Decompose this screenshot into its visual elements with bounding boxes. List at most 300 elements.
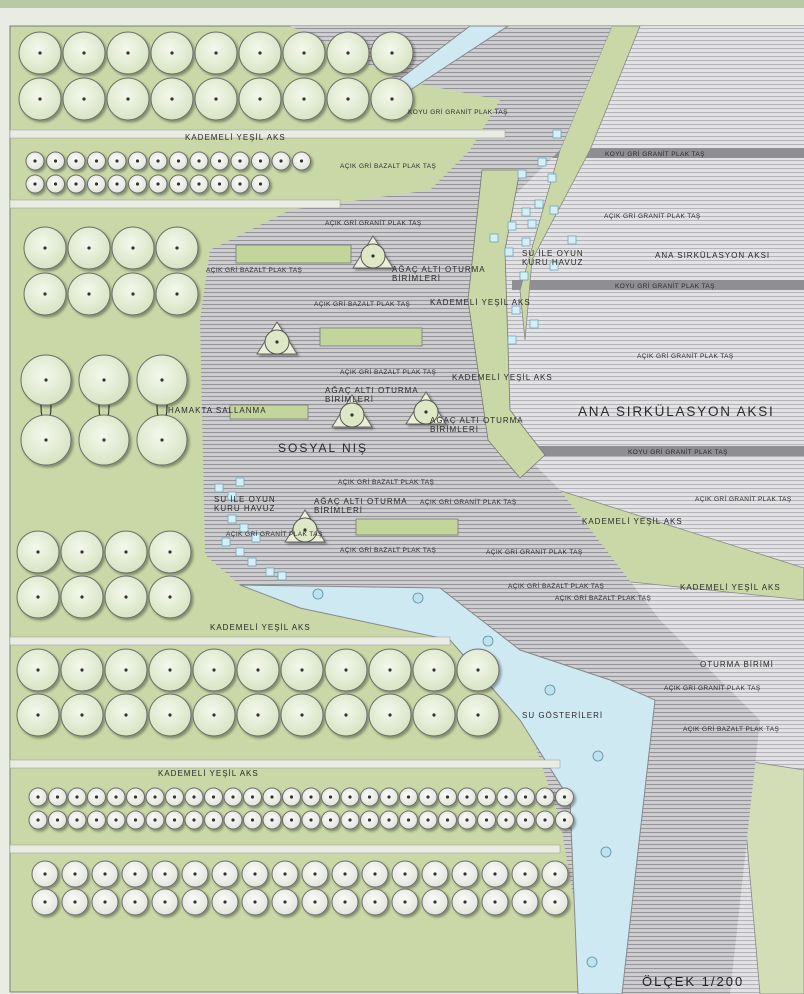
tree-trunk-dot [543, 795, 546, 798]
label-kuru-havuz-2: KURU HAVUZ [214, 504, 276, 513]
tree-canopy [302, 788, 320, 806]
tree-trunk-dot [432, 713, 435, 716]
tree-canopy [24, 227, 66, 269]
tree-trunk-dot [373, 872, 376, 875]
tree-canopy [371, 32, 413, 74]
tree-trunk-dot [102, 378, 105, 381]
tree-canopy [47, 175, 65, 193]
dry-pool-tile [490, 234, 498, 242]
label-su-goster: SU GÖSTERİLERİ [522, 711, 604, 720]
tree-trunk-dot [283, 872, 286, 875]
dry-pool-tile [508, 336, 516, 344]
tree-canopy [107, 811, 125, 829]
tree-canopy [156, 273, 198, 315]
tree-canopy [62, 861, 88, 887]
tree-canopy [517, 811, 535, 829]
tree-trunk-dot [80, 668, 83, 671]
tree-canopy [542, 861, 568, 887]
tree-trunk-dot [43, 872, 46, 875]
tree-trunk-dot [346, 97, 349, 100]
tree-canopy [107, 78, 149, 120]
path-strip [10, 200, 340, 208]
tree-canopy [61, 576, 103, 618]
tree-canopy [17, 694, 59, 736]
label-agac-2b: BİRİMLERİ [325, 395, 375, 404]
tree-canopy [88, 175, 106, 193]
tree-canopy [21, 355, 71, 405]
tree-canopy [152, 889, 178, 915]
label-agac-1b: BİRİMLERİ [392, 274, 442, 283]
tree-canopy [79, 415, 129, 465]
tree-canopy [422, 861, 448, 887]
tree-trunk-dot [368, 818, 371, 821]
tree-canopy [244, 788, 262, 806]
tree-canopy [105, 694, 147, 736]
label-kademeli-left-mid: KADEMELİ YEŞİL AKS [210, 623, 311, 632]
seat-tree-dot [275, 340, 278, 343]
tree-trunk-dot [36, 713, 39, 716]
tree-trunk-dot [214, 51, 217, 54]
tree-canopy [129, 175, 147, 193]
tree-canopy [452, 861, 478, 887]
tree-canopy [122, 889, 148, 915]
label-su-ile-oyun-1: SU İLE OYUN [522, 249, 584, 258]
tree-canopy [137, 415, 187, 465]
tree-canopy [362, 861, 388, 887]
tree-trunk-dot [309, 818, 312, 821]
tree-trunk-dot [36, 668, 39, 671]
tree-trunk-dot [44, 438, 47, 441]
water-jet [413, 593, 423, 603]
tree-canopy [146, 788, 164, 806]
material-acik-granit: AÇIK GRİ GRANİT PLAK TAŞ [637, 353, 734, 360]
tree-trunk-dot [309, 795, 312, 798]
tree-trunk-dot [80, 550, 83, 553]
tree-canopy [439, 788, 457, 806]
tree-trunk-dot [156, 159, 159, 162]
tree-trunk-dot [524, 818, 527, 821]
tree-trunk-dot [95, 818, 98, 821]
tree-trunk-dot [54, 159, 57, 162]
dry-pool-tile [222, 538, 230, 546]
tree-canopy [152, 861, 178, 887]
tree-trunk-dot [524, 795, 527, 798]
tree-trunk-dot [290, 818, 293, 821]
label-su-ile-oyun-2: SU İLE OYUN [214, 495, 276, 504]
tree-trunk-dot [256, 713, 259, 716]
tree-trunk-dot [177, 159, 180, 162]
tree-trunk-dot [302, 51, 305, 54]
tree-canopy [239, 32, 281, 74]
tree-canopy [166, 788, 184, 806]
tree-trunk-dot [44, 378, 47, 381]
tree-trunk-dot [73, 872, 76, 875]
tree-trunk-dot [231, 818, 234, 821]
seat-tree-dot [350, 413, 353, 416]
tree-trunk-dot [463, 900, 466, 903]
tree-canopy [341, 788, 359, 806]
tree-canopy [224, 788, 242, 806]
tree-canopy [458, 788, 476, 806]
tree-canopy [26, 152, 44, 170]
tree-trunk-dot [131, 292, 134, 295]
tree-canopy [302, 811, 320, 829]
tree-canopy [170, 175, 188, 193]
tree-canopy [478, 788, 496, 806]
tree-canopy [302, 889, 328, 915]
tree-canopy [112, 273, 154, 315]
tree-trunk-dot [346, 51, 349, 54]
tree-canopy [536, 788, 554, 806]
tree-canopy [92, 861, 118, 887]
tree-trunk-dot [259, 159, 262, 162]
tree-trunk-dot [173, 818, 176, 821]
tree-trunk-dot [131, 246, 134, 249]
tree-canopy [105, 576, 147, 618]
tree-trunk-dot [258, 51, 261, 54]
tree-trunk-dot [343, 900, 346, 903]
tree-trunk-dot [313, 900, 316, 903]
tree-canopy [542, 889, 568, 915]
tree-trunk-dot [114, 818, 117, 821]
tree-trunk-dot [348, 818, 351, 821]
tree-trunk-dot [126, 51, 129, 54]
tree-trunk-dot [258, 97, 261, 100]
tree-canopy [67, 152, 85, 170]
tree-canopy [422, 889, 448, 915]
tree-trunk-dot [300, 159, 303, 162]
tree-canopy [88, 811, 106, 829]
tree-trunk-dot [433, 872, 436, 875]
tree-trunk-dot [214, 97, 217, 100]
tree-canopy [105, 649, 147, 691]
tree-canopy [149, 152, 167, 170]
label-kademeli-top: KADEMELİ YEŞİL AKS [185, 133, 286, 142]
tree-canopy [332, 889, 358, 915]
tree-canopy [281, 649, 323, 691]
tree-canopy [369, 694, 411, 736]
tree-canopy [322, 811, 340, 829]
tree-canopy [62, 889, 88, 915]
tree-canopy [63, 78, 105, 120]
tree-trunk-dot [124, 668, 127, 671]
tree-trunk-dot [168, 713, 171, 716]
tree-trunk-dot [476, 713, 479, 716]
tree-trunk-dot [403, 900, 406, 903]
tree-trunk-dot [523, 900, 526, 903]
tree-trunk-dot [115, 182, 118, 185]
tree-canopy [24, 273, 66, 315]
tree-canopy [67, 175, 85, 193]
tree-canopy [325, 694, 367, 736]
tree-trunk-dot [136, 182, 139, 185]
tree-trunk-dot [192, 795, 195, 798]
tree-canopy [182, 861, 208, 887]
tree-trunk-dot [218, 182, 221, 185]
tree-canopy [380, 788, 398, 806]
tree-trunk-dot [563, 818, 566, 821]
tree-canopy [237, 649, 279, 691]
material-acik-granit: AÇIK GRİ GRANİT PLAK TAŞ [486, 549, 583, 556]
label-hamakta: HAMAKTA SALLANMA [168, 406, 267, 415]
tree-canopy [149, 576, 191, 618]
tree-trunk-dot [387, 818, 390, 821]
tree-canopy [68, 788, 86, 806]
tree-canopy [107, 32, 149, 74]
tree-trunk-dot [212, 713, 215, 716]
dry-pool-tile [508, 222, 516, 230]
dry-pool-tile [522, 238, 530, 246]
tree-canopy [211, 152, 229, 170]
tree-trunk-dot [80, 595, 83, 598]
label-agac-4a: AĞAÇ ALTI OTURMA [314, 497, 408, 506]
material-koyu-granit: KOYU GRİ GRANİT PLAK TAŞ [605, 151, 705, 158]
tree-canopy [283, 811, 301, 829]
material-acik-granit: AÇIK GRİ GRANİT PLAK TAŞ [226, 531, 323, 538]
tree-trunk-dot [465, 795, 468, 798]
tree-canopy [283, 78, 325, 120]
path-strip [10, 637, 450, 645]
tree-trunk-dot [95, 182, 98, 185]
tree-trunk-dot [212, 795, 215, 798]
tree-trunk-dot [329, 795, 332, 798]
water-jet [483, 636, 493, 646]
dry-pool-tile [215, 484, 223, 492]
tree-canopy [92, 889, 118, 915]
tree-trunk-dot [251, 795, 254, 798]
tree-trunk-dot [163, 900, 166, 903]
tree-trunk-dot [465, 818, 468, 821]
tree-canopy [193, 694, 235, 736]
tree-trunk-dot [485, 818, 488, 821]
tree-trunk-dot [553, 900, 556, 903]
tree-canopy [272, 861, 298, 887]
tree-canopy [252, 175, 270, 193]
tree-trunk-dot [36, 595, 39, 598]
tree-canopy [302, 861, 328, 887]
label-kuru-havuz-1: KURU HAVUZ [522, 258, 584, 267]
tree-trunk-dot [124, 713, 127, 716]
tree-trunk-dot [407, 795, 410, 798]
tree-trunk-dot [43, 246, 46, 249]
tree-canopy [400, 788, 418, 806]
tree-canopy [129, 152, 147, 170]
tree-canopy [272, 889, 298, 915]
tree-trunk-dot [344, 668, 347, 671]
dry-pool-tile [505, 248, 513, 256]
tree-trunk-dot [390, 51, 393, 54]
tree-trunk-dot [54, 182, 57, 185]
tree-trunk-dot [134, 818, 137, 821]
tree-canopy [332, 861, 358, 887]
water-jet [587, 957, 597, 967]
tree-trunk-dot [74, 159, 77, 162]
material-acik-bazalt: AÇIK GRİ BAZALT PLAK TAŞ [340, 547, 437, 554]
tree-trunk-dot [446, 795, 449, 798]
tree-canopy [361, 811, 379, 829]
material-acik-bazalt: AÇIK GRİ BAZALT PLAK TAŞ [340, 163, 437, 170]
tree-trunk-dot [446, 818, 449, 821]
tree-canopy [327, 78, 369, 120]
tree-trunk-dot [133, 872, 136, 875]
tree-trunk-dot [153, 818, 156, 821]
material-acik-granit: AÇIK GRİ GRANİT PLAK TAŞ [604, 213, 701, 220]
material-acik-granit: AÇIK GRİ GRANİT PLAK TAŞ [325, 220, 422, 227]
tree-canopy [327, 32, 369, 74]
tree-canopy [452, 889, 478, 915]
tree-trunk-dot [388, 713, 391, 716]
tree-canopy [182, 889, 208, 915]
tree-canopy [17, 576, 59, 618]
tree-canopy [107, 788, 125, 806]
tree-trunk-dot [56, 818, 59, 821]
tree-trunk-dot [133, 900, 136, 903]
tree-trunk-dot [103, 900, 106, 903]
tree-trunk-dot [114, 795, 117, 798]
tree-canopy [362, 889, 388, 915]
label-oturma-birimi: OTURMA BİRİMİ [700, 660, 774, 669]
dry-pool-tile [278, 572, 286, 580]
tree-trunk-dot [253, 872, 256, 875]
tree-trunk-dot [175, 292, 178, 295]
tree-trunk-dot [163, 872, 166, 875]
tree-canopy [122, 861, 148, 887]
tree-trunk-dot [134, 795, 137, 798]
dry-pool-tile [248, 558, 256, 566]
dry-pool-tile [530, 320, 538, 328]
tree-trunk-dot [426, 818, 429, 821]
material-koyu-granit: KOYU GRİ GRANİT PLAK TAŞ [628, 449, 728, 456]
tree-canopy [88, 152, 106, 170]
dry-pool-tile [266, 568, 274, 576]
dry-pool-tile [228, 515, 236, 523]
tree-trunk-dot [75, 795, 78, 798]
tree-canopy [419, 811, 437, 829]
tree-trunk-dot [212, 668, 215, 671]
dry-pool-tile [518, 170, 526, 178]
tree-canopy [457, 694, 499, 736]
tree-canopy [325, 649, 367, 691]
planter [236, 245, 351, 263]
tree-trunk-dot [75, 818, 78, 821]
tree-canopy [341, 811, 359, 829]
tree-canopy [281, 694, 323, 736]
tree-canopy [478, 811, 496, 829]
tree-canopy [137, 355, 187, 405]
water-jet [313, 589, 323, 599]
tree-trunk-dot [523, 872, 526, 875]
tree-trunk-dot [543, 818, 546, 821]
tree-trunk-dot [160, 378, 163, 381]
tree-canopy [29, 811, 47, 829]
dry-pool-tile [236, 478, 244, 486]
tree-trunk-dot [82, 97, 85, 100]
tree-canopy [61, 649, 103, 691]
tree-canopy [392, 861, 418, 887]
tree-canopy [242, 889, 268, 915]
tree-canopy [482, 889, 508, 915]
material-acik-bazalt: AÇIK GRİ BAZALT PLAK TAŞ [338, 479, 435, 486]
tree-canopy [211, 175, 229, 193]
tree-canopy [32, 861, 58, 887]
tree-canopy [293, 152, 311, 170]
tree-trunk-dot [300, 668, 303, 671]
tree-trunk-dot [290, 795, 293, 798]
tree-trunk-dot [368, 795, 371, 798]
tree-trunk-dot [253, 900, 256, 903]
label-kademeli-left-low: KADEMELİ YEŞİL AKS [158, 769, 259, 778]
label-ana-sirk-large: ANA SIRKÜLASYON AKSI [578, 404, 775, 419]
material-acik-bazalt: AÇIK GRİ BAZALT PLAK TAŞ [206, 267, 303, 274]
tree-canopy [457, 649, 499, 691]
tree-canopy [149, 649, 191, 691]
tree-trunk-dot [300, 713, 303, 716]
tree-canopy [272, 152, 290, 170]
tree-trunk-dot [563, 795, 566, 798]
material-acik-bazalt: AÇIK GRİ BAZALT PLAK TAŞ [340, 369, 437, 376]
tree-trunk-dot [504, 795, 507, 798]
label-sosyal-nis: SOSYAL NIŞ [278, 441, 369, 455]
tree-canopy [193, 649, 235, 691]
scale-label: ÖLÇEK 1/200 [642, 974, 745, 989]
tree-trunk-dot [238, 159, 241, 162]
tree-trunk-dot [103, 872, 106, 875]
tree-canopy [149, 531, 191, 573]
tree-trunk-dot [36, 550, 39, 553]
tree-trunk-dot [136, 159, 139, 162]
tree-trunk-dot [283, 900, 286, 903]
tree-canopy [212, 861, 238, 887]
tree-canopy [29, 788, 47, 806]
tree-canopy [413, 649, 455, 691]
tree-trunk-dot [231, 795, 234, 798]
tree-trunk-dot [197, 182, 200, 185]
tree-canopy [185, 788, 203, 806]
seat-tree-dot [424, 410, 427, 413]
label-agac-4b: BİRİMLERİ [314, 506, 364, 515]
tree-canopy [239, 78, 281, 120]
tree-trunk-dot [302, 97, 305, 100]
tree-trunk-dot [168, 550, 171, 553]
tree-trunk-dot [153, 795, 156, 798]
tree-trunk-dot [387, 795, 390, 798]
dry-pool-tile [236, 548, 244, 556]
tree-canopy [263, 788, 281, 806]
label-agac-3a: AĞAÇ ALTI OTURMA [430, 416, 524, 425]
tree-trunk-dot [56, 795, 59, 798]
tree-trunk-dot [223, 900, 226, 903]
material-acik-bazalt: AÇIK GRİ BAZALT PLAK TAŞ [555, 595, 652, 602]
tree-trunk-dot [504, 818, 507, 821]
tree-trunk-dot [160, 438, 163, 441]
tree-canopy [108, 175, 126, 193]
material-koyu-granit: KOYU GRİ GRANİT PLAK TAŞ [408, 109, 508, 116]
tree-canopy [512, 861, 538, 887]
tree-canopy [205, 788, 223, 806]
dry-pool-tile [553, 130, 561, 138]
material-acik-bazalt: AÇIK GRİ BAZALT PLAK TAŞ [314, 301, 411, 308]
tree-canopy [380, 811, 398, 829]
label-agac-2a: AĞAÇ ALTI OTURMA [325, 386, 419, 395]
tree-trunk-dot [463, 872, 466, 875]
tree-trunk-dot [388, 668, 391, 671]
tree-trunk-dot [124, 595, 127, 598]
tree-canopy [19, 78, 61, 120]
tree-trunk-dot [38, 97, 41, 100]
tree-trunk-dot [348, 795, 351, 798]
material-acik-granit: AÇIK GRİ GRANİT PLAK TAŞ [420, 499, 517, 506]
tree-trunk-dot [43, 292, 46, 295]
